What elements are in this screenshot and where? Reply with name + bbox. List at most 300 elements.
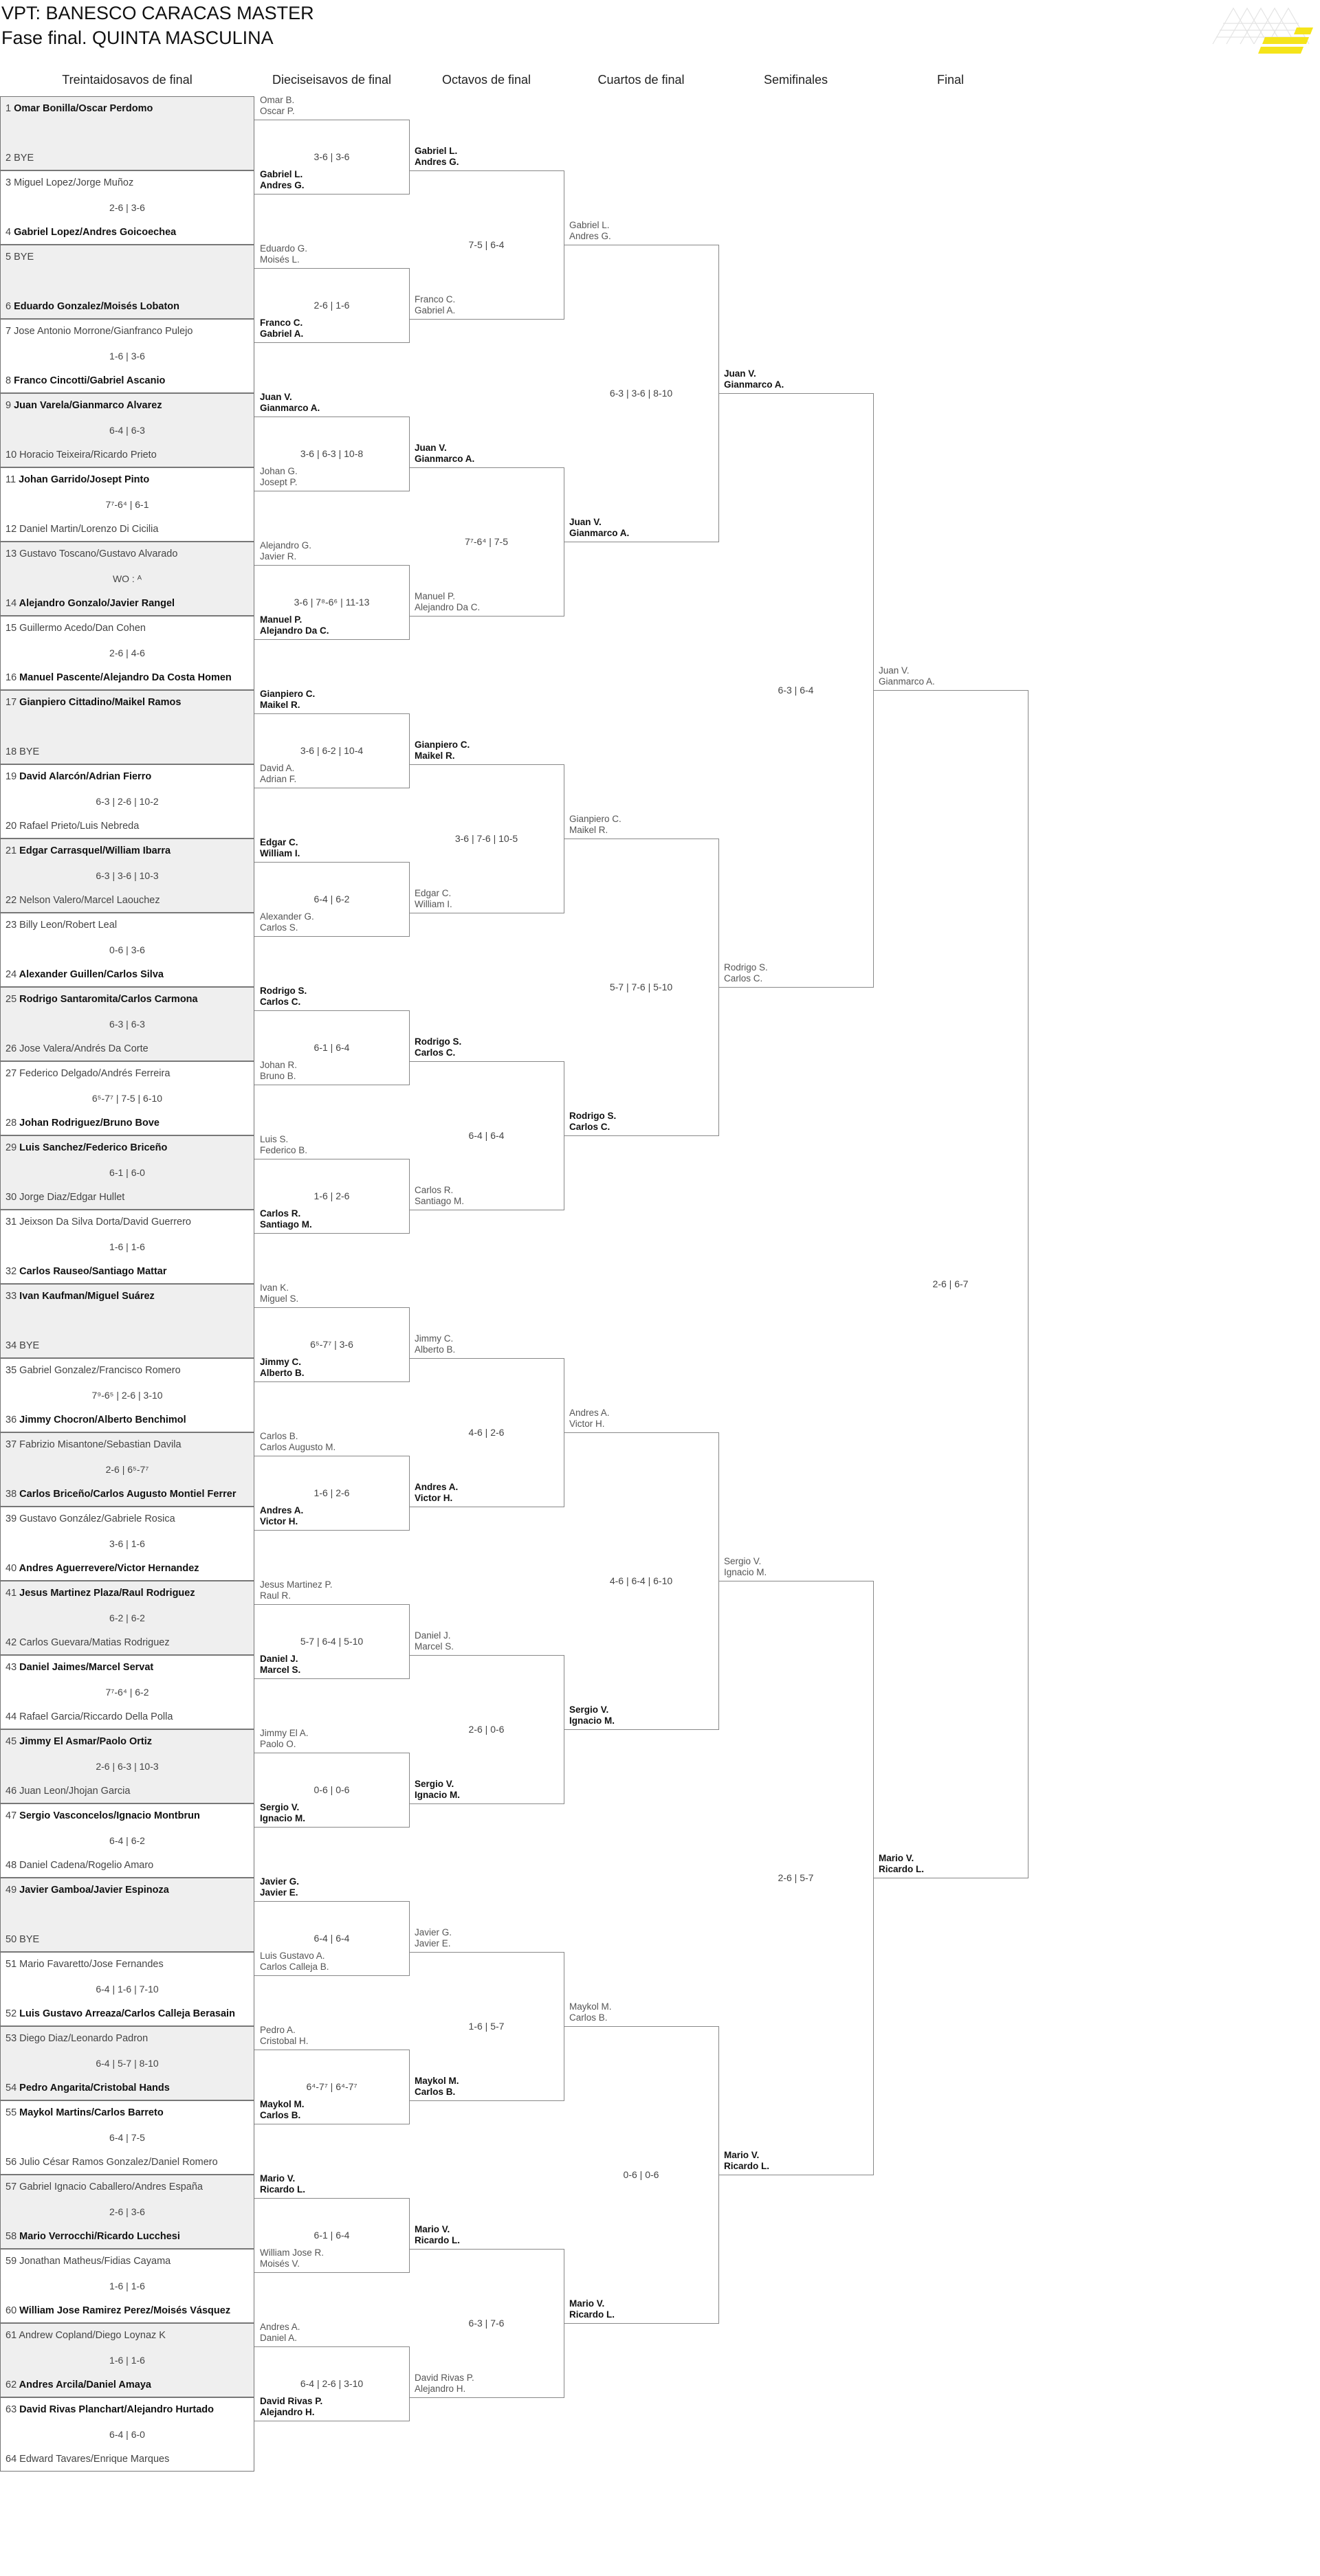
r64-seed-b: 62 [6,2379,17,2390]
column-header-sf: Semifinales [763,73,828,87]
r32-team-b-name: Ignacio M. [260,1813,306,1823]
r64-player-b [6,1043,148,1054]
r64-seed-a: 21 [6,845,17,856]
r32-team-b-name: Jimmy C. [260,1357,302,1367]
r64-player-b [6,895,160,906]
r16-team-b-name: David Rivas P. [415,2373,474,2383]
r64-player-b [6,1266,167,1277]
r64-score: 7⁷-6⁴ | 6-1 [105,499,149,510]
r64-player-a [6,1513,175,1524]
r32-score: 1-6 | 2-6 [314,1190,350,1201]
r64-name-b: Jorge Diaz/Edgar Hullet [19,1192,125,1203]
r64-player-a [6,1662,153,1673]
r32-connector-top [254,1901,409,1902]
r32-score: 6-4 | 6-4 [314,1933,350,1944]
r32-connector-top [254,862,409,863]
r64-player-b [6,375,165,386]
r64-name-b: Carlos Guevara/Matias Rodriguez [19,1637,170,1648]
qf-team-a-name: Gabriel L. [569,220,610,230]
r64-name-b: Johan Rodriguez/Bruno Bove [19,1118,160,1129]
r32-connector-vertical [409,1010,410,1085]
r64-score: 2-6 | 3-6 [109,2206,145,2217]
r64-seed-b: 18 [6,746,17,757]
r64-player-b [6,2083,170,2094]
column-header-r32: Dieciseisavos de final [272,73,392,87]
r16-team-b-name: Carlos R. [415,1185,454,1195]
r64-seed-a: 13 [6,548,17,559]
r64-player-b [6,524,158,535]
r64-seed-a: 51 [6,1959,17,1970]
r64-seed-b: 36 [6,1414,17,1425]
r64-name-a: Juan Varela/Gianmarco Alvarez [14,400,162,411]
r64-player-a [6,1959,164,1970]
r64-seed-b: 32 [6,1266,17,1277]
r32-connector-top [254,268,409,269]
r64-name-a: Maykol Martins/Carlos Barreto [19,2107,164,2118]
r32-team-b-name: Victor H. [260,1516,298,1526]
r32-team-b-name: Gabriel L. [260,169,303,179]
r64-player-a [6,623,146,634]
r32-team-a-name: Carlos Augusto M. [260,1442,336,1452]
r64-name-b: BYE [19,746,40,757]
r64-name-a: Jesus Martinez Plaza/Raul Rodriguez [19,1588,195,1599]
r64-name-a: Gustavo Toscano/Gustavo Alvarado [19,548,178,559]
r16-score: 1-6 | 5-7 [468,2021,505,2032]
r64-player-b [6,153,34,164]
sf-team-b-name: Mario V. [724,2150,760,2160]
r32-team-b-name: Marcel S. [260,1665,301,1675]
r64-player-b [6,301,179,312]
r16-team-a-name: Mario V. [415,2224,450,2234]
r16-score: 7-5 | 6-4 [468,239,505,250]
r64-name-b: BYE [14,153,34,164]
r64-name-b: Andres Arcila/Daniel Amaya [19,2379,151,2390]
r64-seed-a: 9 [6,400,12,411]
r64-player-a [6,845,170,856]
r64-name-b: Mario Verrocchi/Ricardo Lucchesi [19,2231,180,2242]
r64-player-b [6,821,139,832]
r64-player-a [6,1142,167,1153]
r16-team-b-name: Gabriel A. [415,305,456,315]
r64-seed-a: 31 [6,1217,17,1228]
r32-score: 6⁴-7⁷ | 6⁴-7⁷ [306,2081,358,2092]
final-team-a-name: Gianmarco A. [879,676,935,687]
r64-player-a [6,1736,152,1747]
r64-seed-a: 7 [6,326,12,337]
r64-seed-a: 49 [6,1885,17,1896]
r16-team-a-name: Javier E. [415,1938,451,1948]
qf-team-a-name: Andres A. [569,1408,610,1418]
r64-seed-a: 55 [6,2107,17,2118]
r64-score: 3-6 | 1-6 [109,1538,145,1549]
r32-connector-vertical [409,1901,410,1976]
r64-score: 2-6 | 4-6 [109,647,145,658]
r32-connector-vertical [409,1604,410,1679]
r16-connector-top [409,1358,564,1359]
r64-name-a: Jose Antonio Morrone/Gianfranco Pulejo [14,326,193,337]
r16-team-b-name: Victor H. [415,1493,453,1503]
r64-name-b: Rafael Prieto/Luis Nebreda [19,821,140,832]
r64-player-b [6,1118,160,1129]
r16-connector-top [409,1952,564,1953]
r64-name-a: Diego Diaz/Leonardo Padron [19,2033,148,2044]
r16-team-b-name: Ignacio M. [415,1790,461,1800]
r64-score: 0-6 | 3-6 [109,944,145,955]
r16-score: 7⁷-6⁴ | 7-5 [465,536,508,547]
r64-score: 6-1 | 6-0 [109,1167,145,1178]
r64-player-a [6,1217,191,1228]
qf-team-b-name: Mario V. [569,2298,605,2309]
r32-connector-vertical [409,1159,410,1234]
final-team-b-name: Ricardo L. [879,1864,925,1874]
r32-connector-vertical [409,2346,410,2421]
r64-name-a: Luis Sanchez/Federico Briceño [19,1142,168,1153]
r16-team-b-name: Santiago M. [415,1196,465,1206]
r64-seed-b: 56 [6,2157,17,2168]
r32-team-a-name: Oscar P. [260,106,295,116]
r64-seed-a: 3 [6,177,12,188]
r64-name-a: Sergio Vasconcelos/Ignacio Montbrun [19,1810,200,1821]
r64-player-a [6,2256,170,2267]
r64-name-a: Rodrigo Santaromita/Carlos Carmona [19,994,198,1005]
page-title: VPT: BANESCO CARACAS MASTER [1,3,314,23]
r32-connector-bottom [254,1233,409,1234]
r32-team-a-name: Ivan K. [260,1283,289,1293]
r32-connector-vertical [409,862,410,937]
r32-team-b-name: Gabriel A. [260,329,304,339]
r64-seed-a: 45 [6,1736,17,1747]
r64-name-a: Billy Leon/Robert Leal [19,920,118,931]
r32-team-b-name: Andres G. [260,180,305,190]
r64-player-b [6,1711,173,1722]
r64-player-a [6,1439,182,1450]
r64-seed-a: 39 [6,1513,17,1524]
r64-seed-b: 38 [6,1489,17,1500]
r64-seed-a: 37 [6,1439,17,1450]
r32-team-a-name: William I. [260,848,300,858]
r64-seed-a: 59 [6,2256,17,2267]
r32-connector-vertical [409,1456,410,1531]
r16-team-b-name: Alejandro H. [415,2384,466,2394]
r16-team-a-name: Gabriel L. [415,146,458,156]
final-team-b-name: Mario V. [879,1853,914,1863]
r64-seed-b: 14 [6,598,17,609]
r32-team-b-name: David A. [260,763,295,773]
r32-team-b-name: Carlos S. [260,922,298,933]
r16-team-a-name: Gianmarco A. [415,454,475,464]
r64-name-a: Ivan Kaufman/Miguel Suárez [19,1291,155,1302]
r64-name-b: Alejandro Gonzalo/Javier Rangel [19,598,175,609]
r16-connector-bottom [409,319,564,320]
r64-seed-a: 57 [6,2181,17,2192]
r64-name-b: Edward Tavares/Enrique Marques [19,2454,170,2465]
column-header-r16: Octavos de final [441,73,531,87]
r64-seed-b: 8 [6,375,12,386]
r64-name-b: Carlos Rauseo/Santiago Mattar [19,1266,167,1277]
r64-seed-b: 20 [6,821,17,832]
r32-team-b-name: Alexander G. [260,911,314,922]
sf-team-b-name: Rodrigo S. [724,962,768,973]
qf-team-a-name: Gianpiero C. [569,814,622,824]
r64-player-a [6,400,162,411]
r16-team-b-name: Sergio V. [415,1779,454,1789]
r32-team-a-name: Omar B. [260,95,295,105]
r32-connector-top [254,2346,409,2347]
r32-team-a-name: Edgar C. [260,837,298,847]
r64-score: 6-3 | 6-3 [109,1019,145,1030]
r64-seed-b: 12 [6,524,17,535]
r16-score: 6-3 | 7-6 [468,2318,505,2329]
r64-player-b [6,2379,151,2390]
r32-team-b-name: Maykol M. [260,2099,305,2109]
r64-name-a: Miguel Lopez/Jorge Muñoz [14,177,134,188]
qf-team-b-name: Juan V. [569,517,602,527]
r32-team-a-name: Gianpiero C. [260,689,316,699]
r64-seed-a: 63 [6,2404,17,2415]
r64-seed-a: 25 [6,994,17,1005]
r32-team-a-name: Federico B. [260,1145,308,1155]
r64-name-b: Daniel Martin/Lorenzo Di Cicilia [19,524,159,535]
r64-player-b [6,1637,170,1648]
r64-name-b: Luis Gustavo Arreaza/Carlos Calleja Berasain [19,2008,235,2019]
r32-team-b-name: Manuel P. [260,614,302,625]
r64-player-a [6,1588,195,1599]
r64-name-a: Guillermo Acedo/Dan Cohen [19,623,146,634]
r64-name-b: BYE [19,1340,40,1351]
r64-player-b [6,1192,124,1203]
r16-team-b-name: William I. [415,899,452,909]
r64-name-b: Gabriel Lopez/Andres Goicoechea [14,227,177,238]
r32-connector-bottom [254,936,409,937]
r16-score: 2-6 | 0-6 [468,1724,505,1735]
r32-connector-bottom [254,1678,409,1679]
r32-team-b-name: Franco C. [260,318,303,328]
r64-name-a: Javier Gamboa/Javier Espinoza [19,1885,169,1896]
qf-team-b-name: Gianmarco A. [569,528,630,538]
r16-connector-top [409,467,564,468]
r64-player-a [6,2107,164,2118]
r64-name-a: David Rivas Planchart/Alejandro Hurtado [19,2404,214,2415]
r64-seed-b: 22 [6,895,17,906]
r64-score: 1-6 | 1-6 [109,2355,145,2366]
r64-score: 6-4 | 6-2 [109,1835,145,1846]
r16-connector-bottom [409,616,564,617]
r64-seed-a: 19 [6,771,17,782]
r32-team-a-name: Gianmarco A. [260,403,320,413]
r32-score: 5-7 | 6-4 | 5-10 [300,1636,364,1647]
r64-player-a [6,103,153,114]
r16-score: 3-6 | 7-6 | 10-5 [454,833,518,844]
r32-team-b-name: Alejandro Da C. [260,625,329,636]
r32-score: 0-6 | 0-6 [314,1784,350,1795]
r32-connector-vertical [409,1307,410,1382]
sf-score: 6-3 | 6-4 [778,685,814,696]
r16-connector-top [409,170,564,171]
r64-name-a: Gustavo González/Gabriele Rosica [19,1513,175,1524]
r32-team-a-name: Raul R. [260,1590,292,1601]
r64-score: 1-6 | 1-6 [109,1241,145,1252]
r32-team-b-name: Andres A. [260,1505,304,1515]
r64-seed-a: 61 [6,2330,17,2341]
final-score: 2-6 | 6-7 [932,1278,969,1289]
r32-connector-top [254,713,409,714]
r64-player-a [6,548,177,559]
sf-connector-bottom [718,987,873,988]
r64-name-b: William Jose Ramirez Perez/Moisés Vásquez [19,2305,231,2316]
r64-seed-b: 4 [6,227,12,238]
column-header-final: Final [936,73,964,87]
r32-team-a-name: Javier G. [260,1876,300,1887]
r64-seed-b: 16 [6,672,17,683]
r64-player-a [6,177,133,188]
r32-connector-bottom [254,639,409,640]
r32-team-a-name: Jimmy El A. [260,1728,309,1738]
r64-name-b: BYE [19,1934,40,1945]
r32-connector-vertical [409,2050,410,2124]
r64-player-a [6,252,34,263]
r64-score: 1-6 | 1-6 [109,2280,145,2291]
qf-team-b-name: Rodrigo S. [569,1111,617,1121]
r64-seed-a: 53 [6,2033,17,2044]
r64-name-a: Gianpiero Cittadino/Maikel Ramos [19,697,182,708]
qf-score: 4-6 | 6-4 | 6-10 [609,1575,673,1586]
r64-seed-b: 48 [6,1860,17,1871]
r64-name-a: Johan Garrido/Josept Pinto [19,474,150,485]
r64-player-a [6,2404,214,2415]
r64-name-b: Pedro Angarita/Cristobal Hands [19,2083,170,2094]
final-team-a-name: Juan V. [879,665,910,676]
r64-seed-b: 46 [6,1786,17,1797]
r64-seed-b: 50 [6,1934,17,1945]
r64-player-a [6,326,192,337]
r64-seed-a: 11 [6,474,16,485]
r32-team-a-name: Andres A. [260,2322,300,2332]
r64-seed-b: 52 [6,2008,17,2019]
r32-team-a-name: Paolo O. [260,1739,296,1749]
column-header-r64: Treintaidosavos de final [62,73,192,87]
r64-seed-b: 54 [6,2083,17,2094]
r64-player-a [6,2330,166,2341]
r64-score: 6-4 | 6-0 [109,2429,145,2440]
r16-team-a-name: Alberto B. [415,1344,456,1355]
r64-seed-a: 33 [6,1291,17,1302]
r64-player-b [6,598,175,609]
r64-score: 6-3 | 3-6 | 10-3 [96,870,159,881]
r32-team-b-name: Alberto B. [260,1368,305,1378]
r32-team-b-name: Johan G. [260,466,298,476]
r64-name-a: David Alarcón/Adrian Fierro [19,771,152,782]
r64-player-b [6,1563,199,1574]
r32-connector-vertical [409,417,410,491]
qf-team-a-name: Maikel R. [569,825,608,835]
r64-player-a [6,1885,169,1896]
r32-team-a-name: Luis S. [260,1134,289,1144]
r64-seed-b: 60 [6,2305,17,2316]
column-header-qf: Cuartos de final [597,73,685,87]
r64-seed-a: 41 [6,1588,17,1599]
sf-team-a-name: Sergio V. [724,1556,762,1566]
r64-name-b: Nelson Valero/Marcel Laouchez [19,895,160,906]
qf-connector-top [564,1432,718,1433]
r64-player-a [6,1068,170,1079]
r16-team-a-name: Maikel R. [415,751,455,761]
qf-score: 5-7 | 7-6 | 5-10 [609,981,673,992]
r64-player-a [6,920,117,931]
r64-score: 6⁵-7⁷ | 7-5 | 6-10 [91,1093,163,1104]
r32-team-a-name: Moisés L. [260,254,300,265]
r32-connector-bottom [254,1381,409,1382]
r32-connector-vertical [409,713,410,788]
r64-seed-b: 10 [6,449,17,460]
r64-seed-a: 15 [6,623,17,634]
r32-score: 6-4 | 2-6 | 3-10 [300,2378,364,2389]
r32-connector-top [254,1010,409,1011]
r32-score: 3-6 | 3-6 [314,151,350,162]
r16-team-b-name: Manuel P. [415,591,456,601]
r16-team-b-name: Maykol M. [415,2076,459,2086]
r64-player-a [6,1291,155,1302]
r64-player-a [6,994,198,1005]
r16-team-a-name: Javier G. [415,1927,452,1937]
r64-seed-b: 26 [6,1043,17,1054]
r32-connector-vertical [409,1753,410,1828]
r64-player-b [6,2008,235,2019]
r64-player-a [6,771,151,782]
r64-score: WO : ᴬ [112,573,142,584]
r64-seed-b: 58 [6,2231,17,2242]
r64-player-a [6,1365,181,1376]
r32-score: 6-1 | 6-4 [314,1042,350,1053]
r64-player-a [6,1810,200,1821]
r32-team-a-name: Carlos C. [260,997,301,1007]
r16-team-b-name: Edgar C. [415,888,452,898]
r16-connector-bottom [409,2397,564,2398]
r16-connector-top [409,2249,564,2250]
r32-team-b-name: Moisés V. [260,2258,300,2269]
r16-team-a-name: Jimmy C. [415,1333,454,1344]
r32-connector-bottom [254,194,409,195]
r32-connector-bottom [254,1530,409,1531]
r64-score: 6-3 | 2-6 | 10-2 [96,796,159,807]
r16-score: 4-6 | 2-6 [468,1427,505,1438]
r32-team-a-name: Pedro A. [260,2025,296,2035]
r64-player-a [6,2033,148,2044]
r32-team-a-name: Daniel A. [260,2333,298,2343]
r64-name-b: Rafael Garcia/Riccardo Della Polla [19,1711,173,1722]
r64-player-b [6,227,176,238]
r64-seed-a: 27 [6,1068,17,1079]
r64-seed-a: 5 [6,252,12,263]
qf-team-b-name: Ignacio M. [569,1716,615,1726]
r64-seed-a: 29 [6,1142,17,1153]
r32-team-a-name: Cristobal H. [260,2036,309,2046]
r64-player-b [6,1414,186,1425]
r32-team-a-name: Rodrigo S. [260,986,307,996]
r16-connector-bottom [409,2100,564,2101]
r32-connector-vertical [409,120,410,195]
r64-score: 1-6 | 3-6 [109,351,145,362]
r32-team-a-name: Javier E. [260,1887,298,1898]
r32-score: 6⁵-7⁷ | 3-6 [310,1339,353,1350]
r64-name-a: Andrew Copland/Diego Loynaz K [19,2330,166,2341]
r64-name-a: Gabriel Gonzalez/Francisco Romero [19,1365,181,1376]
qf-team-a-name: Carlos B. [569,2012,608,2023]
qf-team-b-name: Sergio V. [569,1705,609,1715]
r64-player-b [6,2305,230,2316]
final-connector-top [873,690,1028,691]
r64-name-a: Daniel Jaimes/Marcel Servat [19,1662,154,1673]
r64-name-b: Alexander Guillen/Carlos Silva [19,969,164,980]
